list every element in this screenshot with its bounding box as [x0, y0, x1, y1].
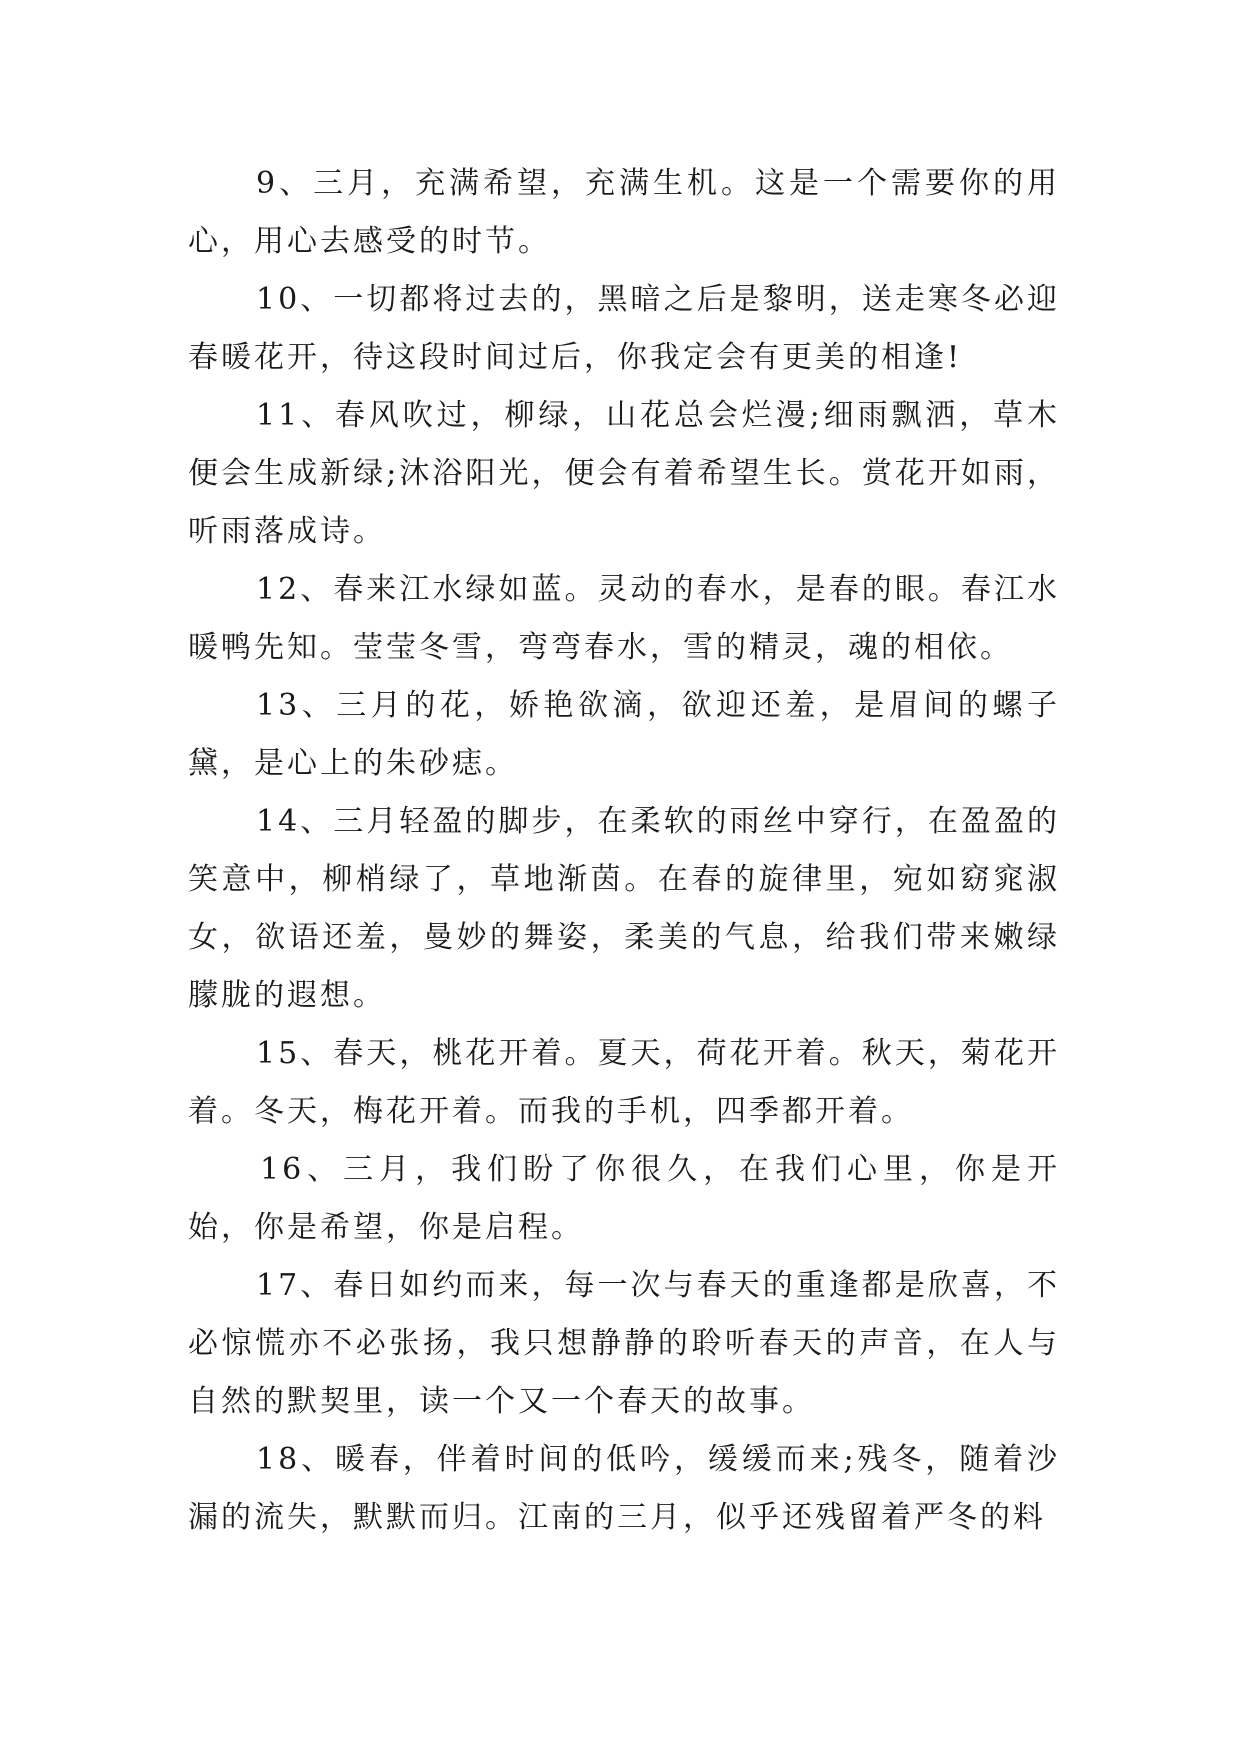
paragraph-15: 15、春天，桃花开着。夏天，荷花开着。秋天，菊花开着。冬天，梅花开着。而我的手机，四季都开着。 [188, 1036, 1060, 1129]
paragraph-14: 14、三月轻盈的脚步，在柔软的雨丝中穿行，在盈盈的笑意中，柳梢绿了，草地渐茵。在春的旋律里，宛如窈窕淑女，欲语还羞，曼妙的舞姿，柔美的气息，给我们带来嫩绿朦胧的遐想。 [188, 804, 1060, 1013]
paragraph-9: 9、三月，充满希望，充满生机。这是一个需要你的用心，用心去感受的时节。 [188, 166, 1060, 259]
paragraph-13: 13、三月的花，娇艳欲滴，欲迎还羞，是眉间的螺子黛，是心上的朱砂痣。 [188, 688, 1060, 781]
paragraph-11: 11、春风吹过，柳绿，山花总会烂漫;细雨飘洒，草木便会生成新绿;沐浴阳光，便会有着希望生长。赏花开如雨，听雨落成诗。 [188, 398, 1060, 549]
paragraph-10: 10、一切都将过去的，黑暗之后是黎明，送走寒冬必迎春暖花开，待这段时间过后，你我定会有更美的相逢! [188, 282, 1060, 375]
paragraph-18: 18、暖春，伴着时间的低吟，缓缓而来;残冬，随着沙漏的流失，默默而归。江南的三月，似乎还残留着严冬的料 [188, 1442, 1060, 1535]
paragraph-17: 17、春日如约而来，每一次与春天的重逢都是欣喜，不必惊慌亦不必张扬，我只想静静的聆听春天的声音，在人与自然的默契里，读一个又一个春天的故事。 [188, 1268, 1060, 1419]
document-body [188, 155, 1060, 1547]
paragraph-12: 12、春来江水绿如蓝。灵动的春水，是春的眼。春江水暖鸭先知。莹莹冬雪，弯弯春水，雪的精灵，魂的相依。 [188, 572, 1060, 665]
paragraph-16: 16、三月，我们盼了你很久，在我们心里，你是开始，你是希望，你是启程。 [188, 1152, 1060, 1245]
